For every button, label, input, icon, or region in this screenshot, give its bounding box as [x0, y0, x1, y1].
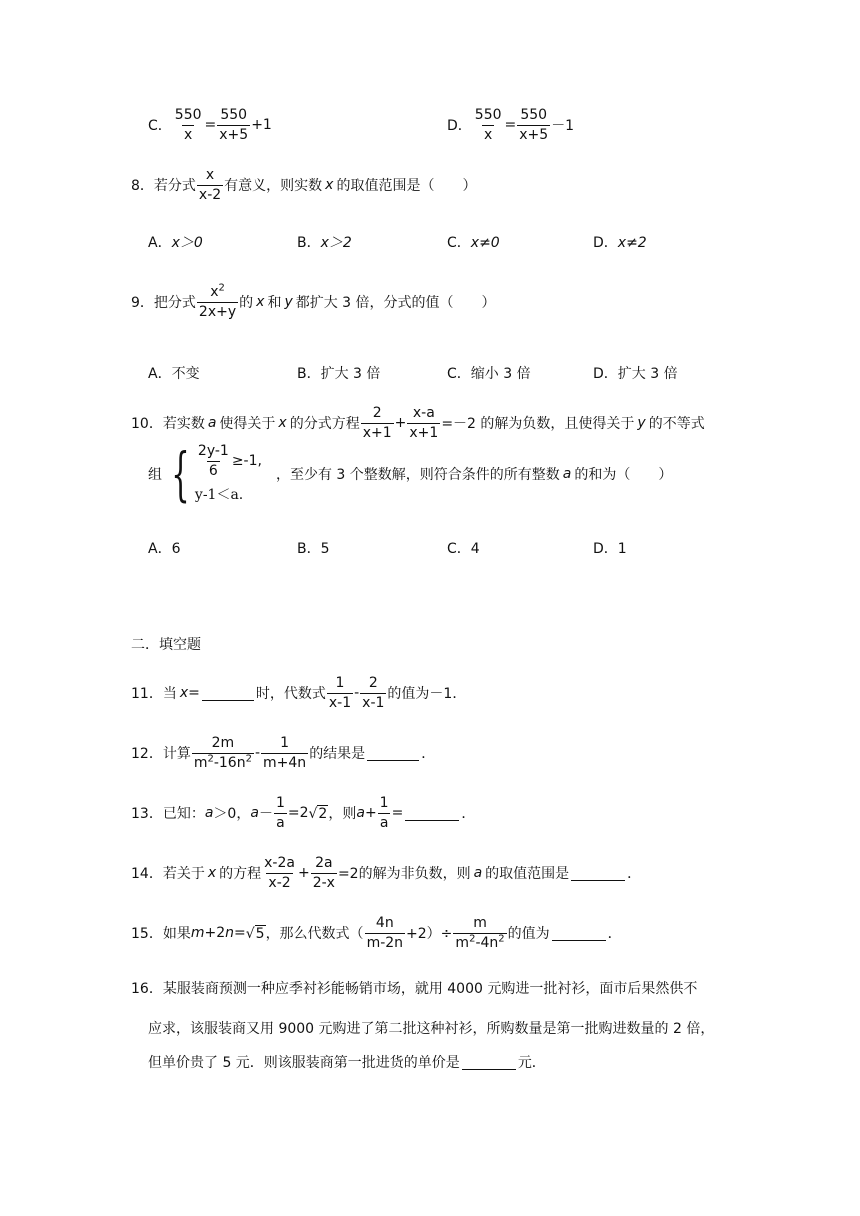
- q10-option-a: A．6: [148, 541, 181, 557]
- q11-stem: 11．当 x = 时，代数式 $\frac{1}{x-1}$ - $\frac{2}{x-1}$ 的值为－1．: [131, 675, 467, 711]
- q8-stem: 8．若分式 $\frac{x}{x-2}$ 有意义，则实数 x 的取值范围是（ ）: [131, 167, 477, 203]
- q16-line-3: 但单价贵了 5 元．则该服装商第一批进货的单价是 元．: [148, 1055, 546, 1071]
- fraction: $\frac{x-2a}{x-2}$: [264, 855, 295, 891]
- fraction: $\frac{1}{x-1}$: [328, 675, 352, 711]
- q10-option-c: C．4: [447, 541, 480, 557]
- q12-stem: 12．计算 $\frac{2m}{m^2-16n^2}$ - $\frac{1}{m+4n}$ 的结果是 ．: [131, 735, 436, 771]
- q9-stem: 9．把分式 $\frac{x^2}{2x+y}$ 的 x 和 y 都扩大 3 倍，分式的值（ ）: [131, 282, 496, 320]
- answer-blank[interactable]: [405, 806, 459, 821]
- sqrt: √ 5: [245, 925, 265, 942]
- option-label: D．: [447, 118, 472, 135]
- fraction: $\frac{1}{a}$: [275, 795, 285, 831]
- fraction: $\frac{x^2}{2x+y}$: [198, 282, 237, 320]
- q10-stem: 10．若实数 a 使得关于 x 的分式方程 $\frac{2}{x+1}$ + $\frac{x-a}{x+1}$ =－2 的解为负数，且使得关于 y 的不等式: [131, 405, 705, 441]
- fraction: $\frac{550}{x+5}$: [519, 107, 549, 143]
- q7-option-d: D． $\frac{550}{x}$ = $\frac{550}{x+5}$ －1: [447, 107, 575, 143]
- q9-option-b: B．扩大 3 倍: [297, 366, 381, 382]
- q9-option-a: A．不变: [148, 366, 200, 382]
- radical-icon: √: [308, 805, 318, 822]
- q10-option-d: D．1: [593, 541, 627, 557]
- q8-option-a: A．x＞0: [148, 235, 203, 251]
- q9-option-d: D．扩大 3 倍: [593, 366, 678, 382]
- q10-option-b: B．5: [297, 541, 330, 557]
- fraction: $\frac{550}{x}$: [474, 107, 502, 143]
- section-title: 二．填空题: [131, 637, 201, 653]
- answer-blank[interactable]: [367, 746, 419, 761]
- fraction: $\frac{550}{x}$: [174, 107, 202, 143]
- q14-stem: 14．若关于 x 的方程 $\frac{x-2a}{x-2}$ + $\frac{2a}{2-x}$ =2的解为非负数，则 a 的取值范围是 ．: [131, 855, 642, 891]
- q10-inequality-system: 组 { $\frac{2y-1}{6}$ ≥-1, y-1＜a. ，至少有 3 个整数解，则符合条件的所有整数 a 的和为（ ）: [148, 440, 673, 509]
- q8-option-c: C．x≠0: [447, 235, 500, 251]
- answer-blank[interactable]: [571, 866, 625, 881]
- q9-option-c: C．缩小 3 倍: [447, 366, 531, 382]
- q8-option-b: B．x＞2: [297, 235, 352, 251]
- fraction: $\frac{2}{x-1}$: [362, 675, 385, 711]
- q13-stem: 13．已知： a ＞0， a － $\frac{1}{a}$ =2 √ 2 ，则 a + $\frac{1}{a}$ = ．: [131, 795, 476, 831]
- q7-option-c: C． $\frac{550}{x}$ = $\frac{550}{x+5}$ +1: [148, 107, 272, 143]
- fraction: $\frac{550}{x+5}$: [219, 107, 249, 143]
- brace-icon: {: [171, 440, 190, 509]
- fraction: $\frac{x}{x-2}$: [198, 167, 222, 203]
- fraction: $\frac{m}{m^2-4n^2}$: [455, 915, 505, 951]
- q8-option-d: D．x≠2: [593, 235, 647, 251]
- fraction: $\frac{2y-1}{6}$: [197, 443, 229, 479]
- fraction: $\frac{x-a}{x+1}$: [409, 405, 439, 441]
- radical-icon: √: [245, 925, 255, 942]
- fraction: $\frac{1}{a}$: [379, 795, 389, 831]
- q16-line-2: 应求，该服装商又用 9000 元购进了第二批这种衬衫，所购数量是第一批购进数量的 2 倍，: [148, 1021, 715, 1037]
- option-label: C．: [148, 118, 172, 135]
- inequality-system: { $\frac{2y-1}{6}$ ≥-1, y-1＜a.: [171, 440, 262, 509]
- q16-line-1: 16．某服装商预测一种应季衬衫能畅销市场，就用 4000 元购进一批衬衫，面市后果然供不: [131, 981, 698, 997]
- answer-blank[interactable]: [552, 926, 606, 941]
- fraction: $\frac{2a}{2-x}$: [312, 855, 335, 891]
- fraction: $\frac{2m}{m^2-16n^2}$: [193, 735, 252, 771]
- fraction: $\frac{1}{m+4n}$: [263, 735, 307, 771]
- fraction: $\frac{4n}{m-2n}$: [366, 915, 404, 951]
- q15-stem: 15．如果 m +2 n = √ 5 ，那么代数式（ $\frac{4n}{m-2n}$ +2）÷ $\frac{m}{m^2-4n^2}$ 的值为 ．: [131, 915, 622, 951]
- fraction: $\frac{2}{x+1}$: [362, 405, 392, 441]
- answer-blank[interactable]: [202, 686, 254, 701]
- answer-blank[interactable]: [462, 1055, 516, 1070]
- sqrt: √ 2: [308, 805, 328, 822]
